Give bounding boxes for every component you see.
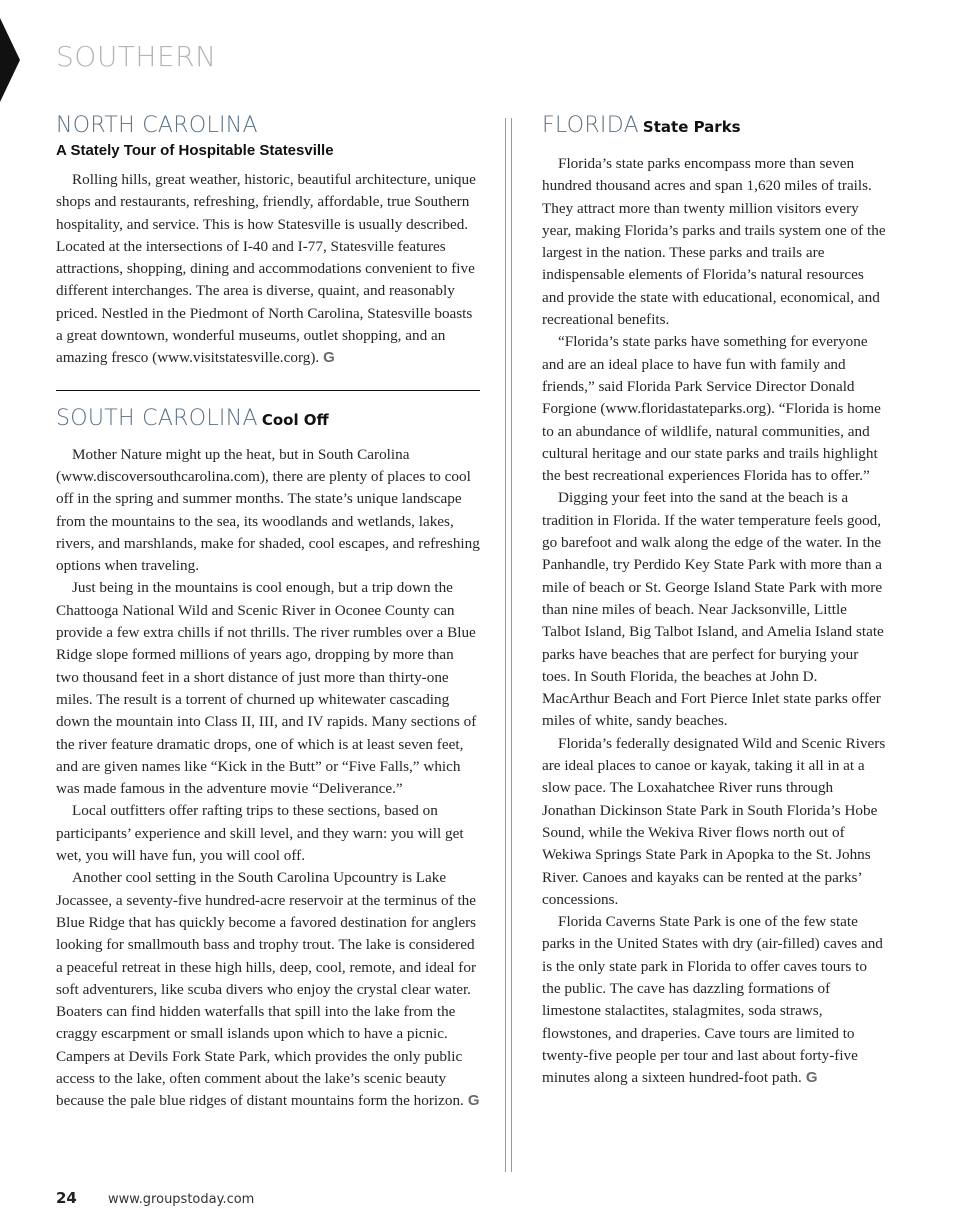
paragraph-text: Florida Caverns State Park is one of the few state parks in the United States with dry (air-filled) caves and is the only state park in Florida to offer caves tours to the public. The cave has dazzling formations of limestone stalactites, stalagmites, soda straws, flowstones, and draperies. Cave tours are limited to twenty-five people per tour and last about forty-five minutes along a sixteen hundred-foot path. — [542, 913, 883, 1087]
florida-paragraph: Florida’s state parks encompass more than seven hundred thousand acres and span 1,620 miles of trails. They attract more than twenty million visitors every year, making Florida’s parks and trails system one of the largest in the nation. These parks and trails are indispensable elements of Florida’s natural resources and provide the state with educational, economical, and recreational benefits. — [542, 155, 886, 329]
section-tab-marker — [0, 18, 20, 102]
paragraph-text: Another cool setting in the South Carolina Upcountry is Lake Jocassee, a seventy-five hundred-acre reservoir at the terminus of the Blue Ridge that has quickly become a favored destination for anglers looking for smallmouth bass and trophy trout. The lake is considered a peaceful retreat in these high hills, deep, cool, remote, and ideal for soft adventurers, like scuba divers who enjoy the crystal clear water. Boaters can find hidden waterfalls that spill into the lake from the craggy escarpment or small islands upon which to have a picnic. Campers at Devils Fork State Park, which provides the only public access to the lake, often comment about the lake’s scenic beauty because the pale blue ridges of distant mountains form the horizon. — [56, 869, 477, 1110]
page-number: 24 — [56, 1189, 77, 1207]
florida-kicker: State Parks — [642, 118, 741, 136]
north-carolina-heading — [56, 112, 480, 140]
south-carolina-heading — [56, 405, 480, 434]
florida-heading-text: FLORIDA — [542, 113, 639, 138]
section-divider — [56, 390, 480, 391]
section-label: SOUTHERN — [56, 40, 217, 73]
north-carolina-subhead: A Stately Tour of Hospitable Statesville — [56, 142, 334, 159]
north-carolina-paragraph — [56, 169, 480, 370]
end-mark-icon: G — [467, 1092, 480, 1110]
south-carolina-paragraph: Mother Nature might up the heat, but in South Carolina (www.discoversouthcarolina.com), there are plenty of places to cool off in the spring and summer months. The state’s unique landscape from the mountains to the sea, its woodlands and wetlands, lakes, rivers, and marshlands, make for shaded, cool escapes, and refreshing options when traveling. — [56, 445, 480, 575]
footer-website: www.groupstoday.com — [107, 1192, 255, 1207]
south-carolina-kicker: Cool Off — [261, 410, 329, 429]
florida-paragraph: Digging your feet into the sand at the beach is a tradition in Florida. If the water temperature feels good, go barefoot and walk along the edge of the water. In the Panhandle, try Perdido Key State Park with more than a mile of beach or St. George Island State Park with more than nine miles of beach. Near Jacksonville, Little Talbot Island, Big Talbot Island, and Amelia Island state parks have beaches that are perfect for burying your toes. In South Florida, the beaches at John D. MacArthur Beach and Fort Pierce Inlet state parks offer miles of white, sandy beaches. — [542, 489, 884, 730]
end-mark-icon: G — [323, 349, 335, 367]
right-column — [542, 112, 888, 1089]
left-column — [56, 112, 480, 1113]
florida-heading — [542, 112, 888, 141]
column-divider — [505, 118, 512, 1172]
florida-paragraph — [542, 911, 888, 1089]
florida-paragraph: Florida’s federally designated Wild and Scenic Rivers are ideal places to canoe or kayak, taking it all in at a slow pace. The Loxahatchee River runs through Jonathan Dickinson State Park in South Florida’s Hobe Sound, while the Wekiva River flows north out of Wekiwa Springs State Park in Apopka to the St. Johns River. Canoes and kayaks can be rented at the parks’ concessions. — [542, 734, 886, 908]
paragraph-text: Rolling hills, great weather, historic, beautiful architecture, unique shops and restaurants, refreshing, friendly, affordable, true Southern hospitality, and service. This is how Statesville is usually described. Located at the intersections of I-40 and I-77, Statesville features attractions, shopping, dining and accommodations convenient to five different interchanges. The area is diverse, quaint, and reasonably priced. Nestled in the Piedmont of North Carolina, Statesville boasts a great downtown, wonderful museums, outlet shopping, and an amazing fresco (www.visitstatesville.corg). — [56, 171, 476, 367]
south-carolina-paragraph: Just being in the mountains is cool enough, but a trip down the Chattooga National Wild and Scenic River in Oconee County can provide a few extra chills if not thrills. The river rumbles over a Blue Ridge slope formed millions of years ago, dropping by more than two thousand feet in a short distance of just more than thirty-one miles. The result is a torrent of churned up whitewater cascading down the mountain into Class II, III, and IV rapids. Many sections of the river feature dramatic drops, one of which is at least seven feet, and are given names like “Kick in the Butt” or “Five Falls,” which was made famous in the adventure movie “Deliverance.” — [56, 579, 477, 798]
end-mark-icon: G — [805, 1069, 818, 1087]
page-footer — [56, 1188, 254, 1207]
north-carolina-heading-text: NORTH CAROLINA — [56, 113, 258, 138]
south-carolina-paragraph: Local outfitters offer rafting trips to these sections, based on participants’ experience and skill level, and they warn: you will get wet, you will have fun, you will cool off. — [56, 802, 464, 865]
south-carolina-heading-text: SOUTH CAROLINA — [56, 405, 258, 431]
south-carolina-paragraph — [56, 867, 480, 1112]
florida-paragraph: “Florida’s state parks have something for everyone and are an ideal place to have fun with family and friends,” said Florida Park Service Director Donald Forgione (www.floridastateparks.org). “Florida is home to an abundance of wildlife, natural communities, and cultural heritage and our state parks and trails highlight the best recreational experiences Florida has to offer.” — [542, 333, 881, 485]
